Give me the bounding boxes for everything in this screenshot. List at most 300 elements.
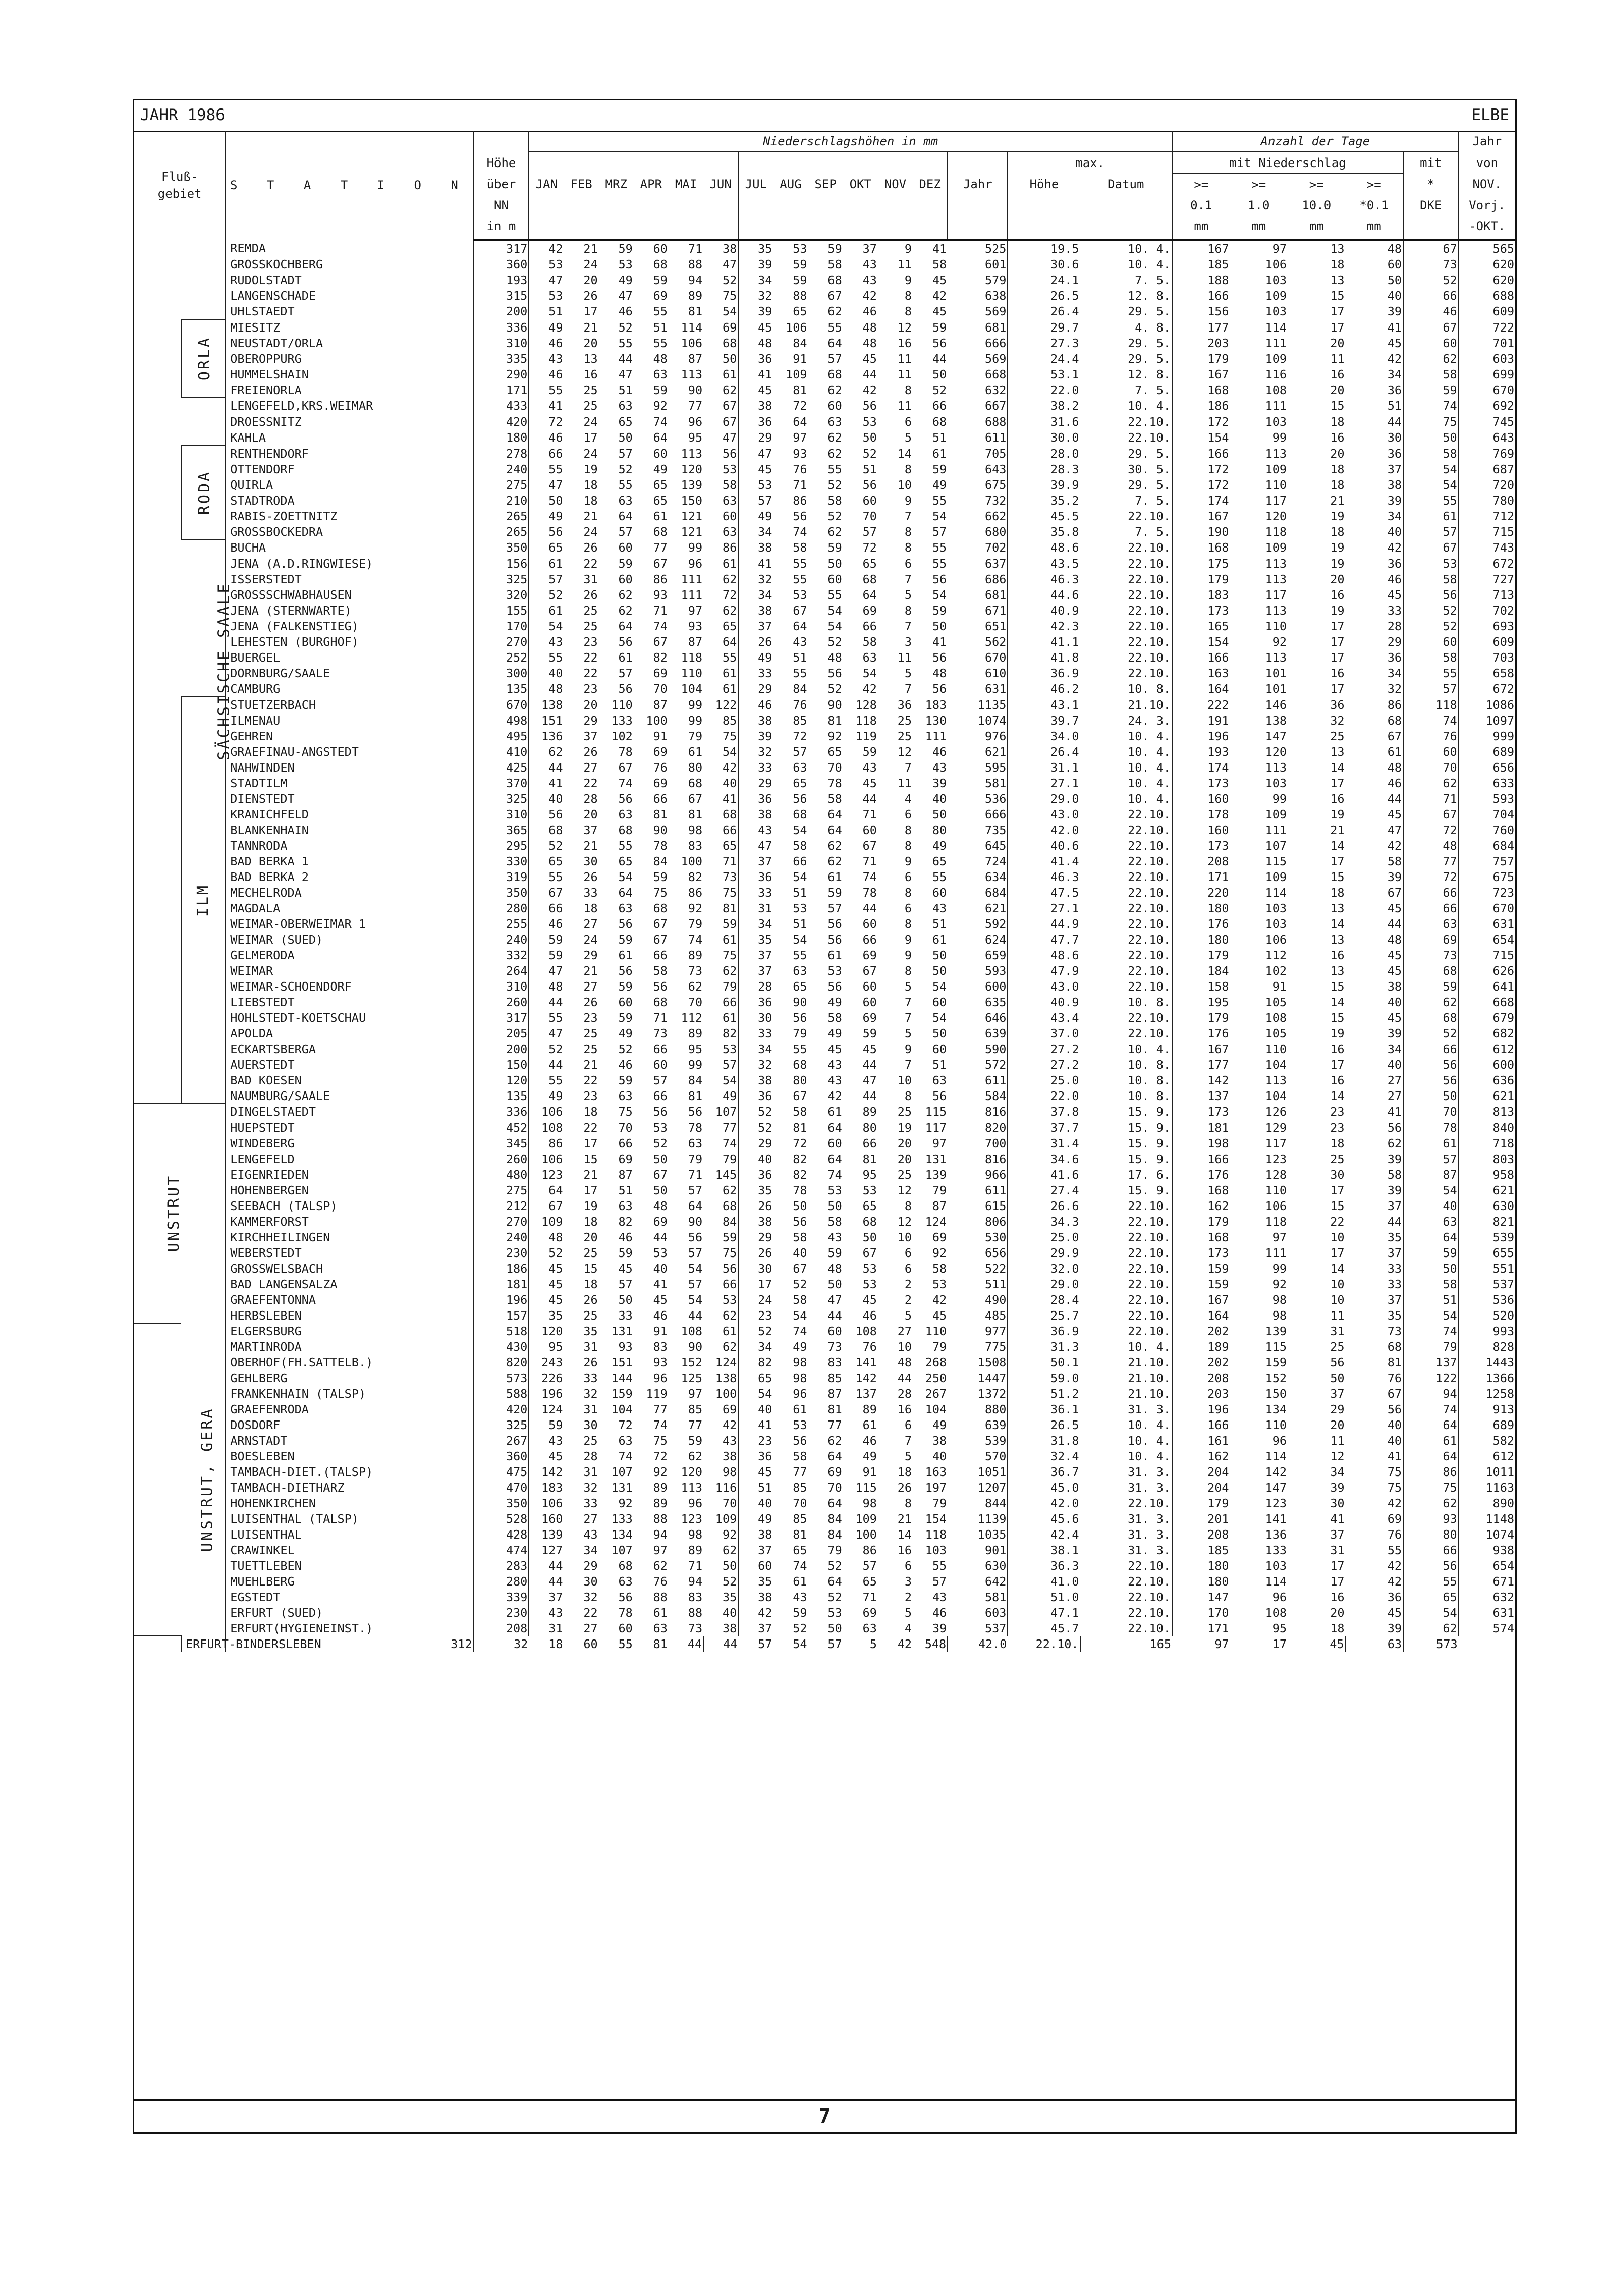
day-count: 185 <box>1207 257 1229 271</box>
max-date: 7. 5. <box>1080 382 1173 398</box>
day-count: 110 <box>1265 1183 1287 1197</box>
monthly-value: 60 <box>862 916 877 931</box>
annual-total: 680 <box>948 524 1008 539</box>
monthly-value: 66 <box>653 791 668 806</box>
table-row <box>134 1542 1515 1558</box>
max-height: 30.0 <box>1008 429 1080 446</box>
monthly-value: 36 <box>738 1167 773 1182</box>
monthly-value: 61 <box>793 1402 807 1416</box>
day-count: 39 <box>1346 1151 1403 1167</box>
annual-total: 485 <box>948 1307 1008 1323</box>
monthly-value: 54 <box>793 1308 807 1323</box>
annual-total: 562 <box>948 634 1008 649</box>
day-count: 204 <box>1207 1464 1229 1479</box>
monthly-value: 22 <box>583 776 598 790</box>
day-count: 177 <box>1207 320 1229 335</box>
max-height: 34.3 <box>1008 1214 1080 1229</box>
station-height: 208 <box>474 1620 529 1636</box>
monthly-value: 17 <box>583 304 598 318</box>
monthly-value: 18 <box>897 1464 912 1479</box>
month-jan: JAN <box>535 177 558 191</box>
monthly-value: 65 <box>793 979 807 994</box>
day-count: 18 <box>1330 1136 1345 1151</box>
monthly-value: 6 <box>904 1245 912 1260</box>
day-count: 102 <box>1265 963 1287 978</box>
hydro-year-total: 1258 <box>1485 1386 1514 1401</box>
monthly-value: 53 <box>793 587 807 602</box>
annual-total: 806 <box>948 1214 1008 1229</box>
monthly-value: 85 <box>793 1511 807 1526</box>
station-height: 588 <box>474 1386 529 1401</box>
monthly-value: 20 <box>897 1152 912 1166</box>
monthly-value: 50 <box>932 807 947 822</box>
day-count: 13 <box>1330 744 1345 759</box>
monthly-value: 35 <box>738 1573 773 1589</box>
monthly-value: 52 <box>548 587 563 602</box>
hydro-year-total: 551 <box>1492 1261 1514 1276</box>
hydro-year-total: 633 <box>1492 776 1514 790</box>
monthly-value: 74 <box>688 932 703 947</box>
table-row <box>134 303 1515 319</box>
monthly-value: 36 <box>738 1088 773 1104</box>
day-count: 109 <box>1265 540 1287 555</box>
station-name: DORNBURG/SAALE <box>226 665 473 681</box>
monthly-value: 59 <box>653 382 668 397</box>
day-count: 13 <box>1330 963 1345 978</box>
monthly-value: 20 <box>897 1136 912 1151</box>
monthly-value: 183 <box>541 1480 563 1495</box>
monthly-value: 74 <box>618 1449 633 1463</box>
station-height: 283 <box>474 1558 529 1573</box>
day-count: 98 <box>1272 1308 1287 1323</box>
max-date: 15. 9. <box>1080 1135 1173 1151</box>
day-count: 116 <box>1265 367 1287 381</box>
monthly-value: 61 <box>793 1574 807 1589</box>
monthly-value: 55 <box>618 1637 633 1651</box>
monthly-value: 44 <box>618 351 633 366</box>
monthly-value: 5 <box>904 430 912 445</box>
day-count: 166 <box>1207 1152 1229 1166</box>
annual-total: 630 <box>948 1558 1008 1573</box>
monthly-value: 38 <box>738 539 773 556</box>
monthly-value: 59 <box>722 1230 737 1244</box>
monthly-value: 71 <box>793 477 807 492</box>
station-name: GRAEFENRODA <box>226 1401 473 1417</box>
monthly-value: 53 <box>827 1183 842 1197</box>
monthly-value: 55 <box>722 650 737 665</box>
max-date: 10. 4. <box>1080 744 1173 759</box>
monthly-value: 57 <box>618 666 633 680</box>
station-height: 365 <box>474 822 529 838</box>
max-date: 29. 5. <box>1080 477 1173 493</box>
day-count: 103 <box>1265 414 1287 429</box>
monthly-value: 64 <box>827 1152 842 1166</box>
day-count: 29 <box>1346 634 1403 649</box>
day-count: 220 <box>1207 885 1229 900</box>
monthly-value: 45 <box>548 1292 563 1307</box>
monthly-value: 57 <box>827 1637 842 1651</box>
max-height: 42.4 <box>1008 1526 1080 1542</box>
day-count: 16 <box>1330 367 1345 381</box>
day-count: 97 <box>1272 241 1287 256</box>
monthly-value: 59 <box>827 241 842 256</box>
monthly-value: 77 <box>653 540 668 555</box>
monthly-value: 62 <box>827 524 842 539</box>
monthly-value: 63 <box>618 1088 633 1103</box>
station-height: 498 <box>474 713 529 728</box>
day-count: 32 <box>1330 713 1345 728</box>
monthly-value: 93 <box>653 587 668 602</box>
hydro-year-total: 715 <box>1492 524 1514 539</box>
monthly-value: 50 <box>932 1026 947 1041</box>
station-name: KIRCHHEILINGEN <box>226 1229 473 1245</box>
monthly-value: 8 <box>904 462 912 476</box>
monthly-value: 78 <box>618 744 633 759</box>
monthly-value: 119 <box>646 1386 668 1401</box>
day-count: 30 <box>1330 1496 1345 1510</box>
monthly-value: 46 <box>548 430 563 445</box>
max-date: 22.10. <box>1080 649 1173 665</box>
day-count: 45 <box>1346 947 1403 963</box>
monthly-value: 76 <box>862 1339 877 1354</box>
day-count: 14 <box>1330 760 1345 775</box>
monthly-value: 5 <box>904 1449 912 1463</box>
annual-total: 700 <box>948 1135 1008 1151</box>
monthly-value: 7 <box>904 682 912 696</box>
monthly-value: 108 <box>855 1324 877 1338</box>
day-count: 162 <box>1207 1198 1229 1213</box>
monthly-value: 41 <box>653 1277 668 1291</box>
monthly-value: 89 <box>688 948 703 962</box>
station-name: UHLSTAEDT <box>226 303 473 319</box>
monthly-value: 8 <box>904 524 912 539</box>
station-name: GRAEFINAU-ANGSTEDT <box>226 744 473 759</box>
monthly-value: 61 <box>653 1605 668 1620</box>
max-date: 31. 3. <box>1080 1526 1173 1542</box>
monthly-value: 45 <box>548 1449 563 1463</box>
station-height: 200 <box>474 303 529 319</box>
station-name: APOLDA <box>226 1025 473 1041</box>
monthly-value: 22 <box>583 1073 598 1087</box>
monthly-value: 71 <box>722 854 737 868</box>
hydro-year-total: 582 <box>1492 1433 1514 1448</box>
day-count: 167 <box>1207 367 1229 381</box>
max-height: 32.4 <box>1008 1448 1080 1464</box>
monthly-value: 26 <box>738 634 773 649</box>
max-date: 21.10. <box>1080 697 1173 713</box>
table-row <box>134 1589 1515 1605</box>
day-count: 42 <box>1346 351 1403 366</box>
monthly-value: 58 <box>653 963 668 978</box>
max-height: 30.6 <box>1008 256 1080 272</box>
max-height: 31.1 <box>1008 759 1080 775</box>
dke-count: 62 <box>1403 994 1459 1010</box>
monthly-value: 57 <box>827 351 842 366</box>
monthly-value: 81 <box>793 382 807 397</box>
monthly-value: 40 <box>932 1449 947 1463</box>
monthly-value: 21 <box>583 1167 598 1182</box>
monthly-value: 28 <box>738 978 773 994</box>
monthly-value: 60 <box>827 1324 842 1338</box>
monthly-value: 68 <box>688 776 703 790</box>
hydro-year-total: 743 <box>1492 540 1514 555</box>
monthly-value: 61 <box>932 932 947 947</box>
monthly-value: 7 <box>904 619 912 633</box>
hydro-year-total: 1011 <box>1485 1464 1514 1479</box>
day-count: 159 <box>1265 1355 1287 1370</box>
max-height: 43.1 <box>1008 697 1080 713</box>
monthly-value: 67 <box>653 1167 668 1182</box>
hydro-year-total: 702 <box>1492 603 1514 618</box>
monthly-value: 49 <box>653 462 668 476</box>
station-name: ISSERSTEDT <box>226 571 473 587</box>
monthly-value: 41 <box>548 399 563 413</box>
max-date: 22.10. <box>1080 806 1173 822</box>
day-count: 40 <box>1346 994 1403 1010</box>
max-height: 29.7 <box>1008 319 1080 335</box>
hydro-year-total: 621 <box>1492 1183 1514 1197</box>
day-count: 190 <box>1207 524 1229 539</box>
monthly-value: 33 <box>738 885 773 900</box>
dke-count: 64 <box>1403 1229 1459 1245</box>
monthly-value: 31 <box>583 1464 598 1479</box>
hydro-year-total: 682 <box>1492 1026 1514 1041</box>
monthly-value: 98 <box>688 823 703 837</box>
monthly-value: 67 <box>793 1261 807 1276</box>
hydro-year-total: 713 <box>1492 587 1514 602</box>
monthly-value: 90 <box>688 1339 703 1354</box>
monthly-value: 59 <box>793 272 807 287</box>
hydro-year-total: 993 <box>1492 1324 1514 1338</box>
monthly-value: 51 <box>618 1183 633 1197</box>
monthly-value: 69 <box>862 1605 877 1620</box>
max-height: 51.2 <box>1008 1386 1080 1401</box>
table-row <box>134 351 1515 366</box>
monthly-value: 111 <box>925 729 947 743</box>
monthly-value: 67 <box>827 288 842 303</box>
monthly-value: 71 <box>653 603 668 618</box>
monthly-value: 41 <box>738 366 773 382</box>
table-row <box>134 932 1515 947</box>
monthly-value: 51 <box>793 885 807 900</box>
monthly-value: 58 <box>793 1230 807 1244</box>
monthly-value: 39 <box>738 728 773 744</box>
max-date: 10. 4. <box>1080 728 1173 744</box>
monthly-value: 65 <box>653 477 668 492</box>
monthly-value: 53 <box>862 414 877 429</box>
day-count: 20 <box>1330 336 1345 350</box>
monthly-value: 23 <box>583 634 598 649</box>
dke-count: 93 <box>1403 1511 1459 1526</box>
monthly-value: 49 <box>738 508 773 524</box>
monthly-value: 6 <box>904 414 912 429</box>
monthly-value: 43 <box>548 634 563 649</box>
day-count: 202 <box>1207 1324 1229 1338</box>
dke-header: DKE <box>1403 195 1459 215</box>
monthly-value: 72 <box>548 414 563 429</box>
monthly-value: 75 <box>618 1105 633 1119</box>
monthly-value: 81 <box>653 1637 668 1651</box>
day-count: 142 <box>1265 1464 1287 1479</box>
hydro-year-total: 958 <box>1492 1167 1514 1182</box>
max-date: 10. 4. <box>1080 775 1173 791</box>
monthly-value: 71 <box>653 1010 668 1025</box>
monthly-value: 104 <box>925 1402 947 1416</box>
monthly-value: 9 <box>904 272 912 287</box>
monthly-value: 39 <box>932 776 947 790</box>
day-count: 36 <box>1346 1589 1403 1605</box>
table-row <box>134 1636 1515 1652</box>
hydro-year-total: 641 <box>1492 979 1514 994</box>
monthly-value: 123 <box>541 1167 563 1182</box>
monthly-value: 89 <box>653 1480 668 1495</box>
monthly-value: 68 <box>827 367 842 381</box>
monthly-value: 12 <box>897 1183 912 1197</box>
station-height: 267 <box>474 1433 529 1448</box>
monthly-value: 9 <box>904 948 912 962</box>
monthly-value: 85 <box>722 713 737 728</box>
max-date: 10. 4. <box>1080 1433 1173 1448</box>
station-height: 170 <box>474 618 529 634</box>
max-height: 25.0 <box>1008 1072 1080 1088</box>
max-date: 22.10. <box>1080 1495 1173 1511</box>
monthly-value: 226 <box>541 1371 563 1385</box>
monthly-value: 152 <box>681 1355 703 1370</box>
day-count: 179 <box>1207 948 1229 962</box>
monthly-value: 46 <box>932 744 947 759</box>
day-count: 163 <box>1207 666 1229 680</box>
jahr-header: Jahr <box>948 174 1008 195</box>
station-name: TAMBACH-DIETHARZ <box>226 1480 473 1495</box>
table-row <box>134 978 1515 994</box>
station-name: ERFURT (SUED) <box>226 1605 473 1620</box>
monthly-value: 73 <box>653 1026 668 1041</box>
monthly-value: 35 <box>548 1308 563 1323</box>
monthly-value: 68 <box>722 336 737 350</box>
monthly-value: 53 <box>827 963 842 978</box>
monthly-value: 64 <box>827 1449 842 1463</box>
station-name: LUISENTHAL (TALSP) <box>226 1511 473 1526</box>
monthly-value: 73 <box>722 869 737 884</box>
monthly-value: 79 <box>932 1496 947 1510</box>
day-count: 101 <box>1265 666 1287 680</box>
monthly-value: 16 <box>897 1543 912 1557</box>
dke-count: 64 <box>1403 1417 1459 1433</box>
monthly-value: 133 <box>611 1511 633 1526</box>
hydro-year-total: 704 <box>1492 807 1514 822</box>
day-count: 186 <box>1207 399 1229 413</box>
monthly-value: 48 <box>653 351 668 366</box>
station-name: HOHENBERGEN <box>226 1182 473 1198</box>
station-name: CAMBURG <box>226 681 473 697</box>
monthly-value: 159 <box>611 1386 633 1401</box>
monthly-value: 51 <box>618 382 633 397</box>
monthly-value: 56 <box>618 1590 633 1604</box>
monthly-value: 49 <box>793 1339 807 1354</box>
station-name: BUCHA <box>226 539 473 556</box>
monthly-value: 48 <box>862 336 877 350</box>
station-name: OTTENDORF <box>226 461 473 477</box>
table-row <box>134 446 1515 461</box>
station-height: 350 <box>474 1495 529 1511</box>
thr-val-2: 1.0 <box>1248 198 1270 212</box>
monthly-value: 90 <box>653 823 668 837</box>
table-row <box>134 775 1515 791</box>
table-row <box>134 1417 1515 1433</box>
max-height: 45.6 <box>1008 1511 1080 1526</box>
station-height: 452 <box>474 1120 529 1135</box>
monthly-value: 7 <box>904 1010 912 1025</box>
annual-total: 590 <box>948 1041 1008 1057</box>
table-row <box>134 1370 1515 1386</box>
monthly-value: 24 <box>583 257 598 271</box>
day-count: 103 <box>1265 776 1287 790</box>
station-name: GROSSWELSBACH <box>226 1261 473 1276</box>
monthly-value: 65 <box>793 1543 807 1557</box>
monthly-value: 37 <box>738 618 773 634</box>
monthly-value: 91 <box>793 351 807 366</box>
monthly-value: 53 <box>793 901 807 915</box>
monthly-value: 183 <box>925 697 947 712</box>
monthly-value: 70 <box>793 1496 807 1510</box>
max-height: 43.0 <box>1008 978 1080 994</box>
dke-count: 59 <box>1403 1245 1459 1261</box>
station-height: 135 <box>474 681 529 697</box>
monthly-value: 96 <box>688 556 703 571</box>
monthly-value: 268 <box>925 1355 947 1370</box>
day-count: 27 <box>1346 1088 1403 1104</box>
day-count: 106 <box>1265 257 1287 271</box>
day-count: 19 <box>1330 540 1345 555</box>
monthly-value: 144 <box>611 1371 633 1385</box>
monthly-value: 75 <box>722 288 737 303</box>
monthly-value: 110 <box>681 666 703 680</box>
monthly-value: 42 <box>722 760 737 775</box>
annual-total: 977 <box>948 1323 1008 1339</box>
day-count: 99 <box>1272 430 1287 445</box>
monthly-value: 59 <box>618 932 633 947</box>
station-name: DINGELSTAEDT <box>226 1104 473 1120</box>
monthly-value: 96 <box>688 414 703 429</box>
dke-count: 46 <box>1403 303 1459 319</box>
day-count: 166 <box>1207 446 1229 461</box>
day-count: 39 <box>1346 869 1403 885</box>
monthly-value: 25 <box>897 713 912 728</box>
monthly-value: 65 <box>862 556 877 571</box>
dke-count: 53 <box>1403 556 1459 571</box>
monthly-value: 42 <box>932 288 947 303</box>
monthly-value: 50 <box>618 1292 633 1307</box>
dke-count: 52 <box>1403 1025 1459 1041</box>
monthly-value: 67 <box>548 885 563 900</box>
day-count: 14 <box>1330 1261 1345 1276</box>
monthly-value: 61 <box>653 509 668 523</box>
monthly-value: 54 <box>793 823 807 837</box>
max-height: 36.3 <box>1008 1558 1080 1573</box>
monthly-value: 30 <box>738 1010 773 1025</box>
day-count: 178 <box>1207 807 1229 822</box>
monthly-value: 28 <box>897 1386 912 1401</box>
day-count: 189 <box>1207 1339 1229 1354</box>
monthly-value: 88 <box>688 1605 703 1620</box>
day-count: 198 <box>1207 1136 1229 1151</box>
monthly-value: 68 <box>653 257 668 271</box>
monthly-value: 87 <box>827 1386 842 1401</box>
hydro-year-total: 715 <box>1492 948 1514 962</box>
dke-count: 75 <box>1403 1480 1459 1495</box>
annual-total: 844 <box>948 1495 1008 1511</box>
annual-total: 569 <box>948 351 1008 366</box>
